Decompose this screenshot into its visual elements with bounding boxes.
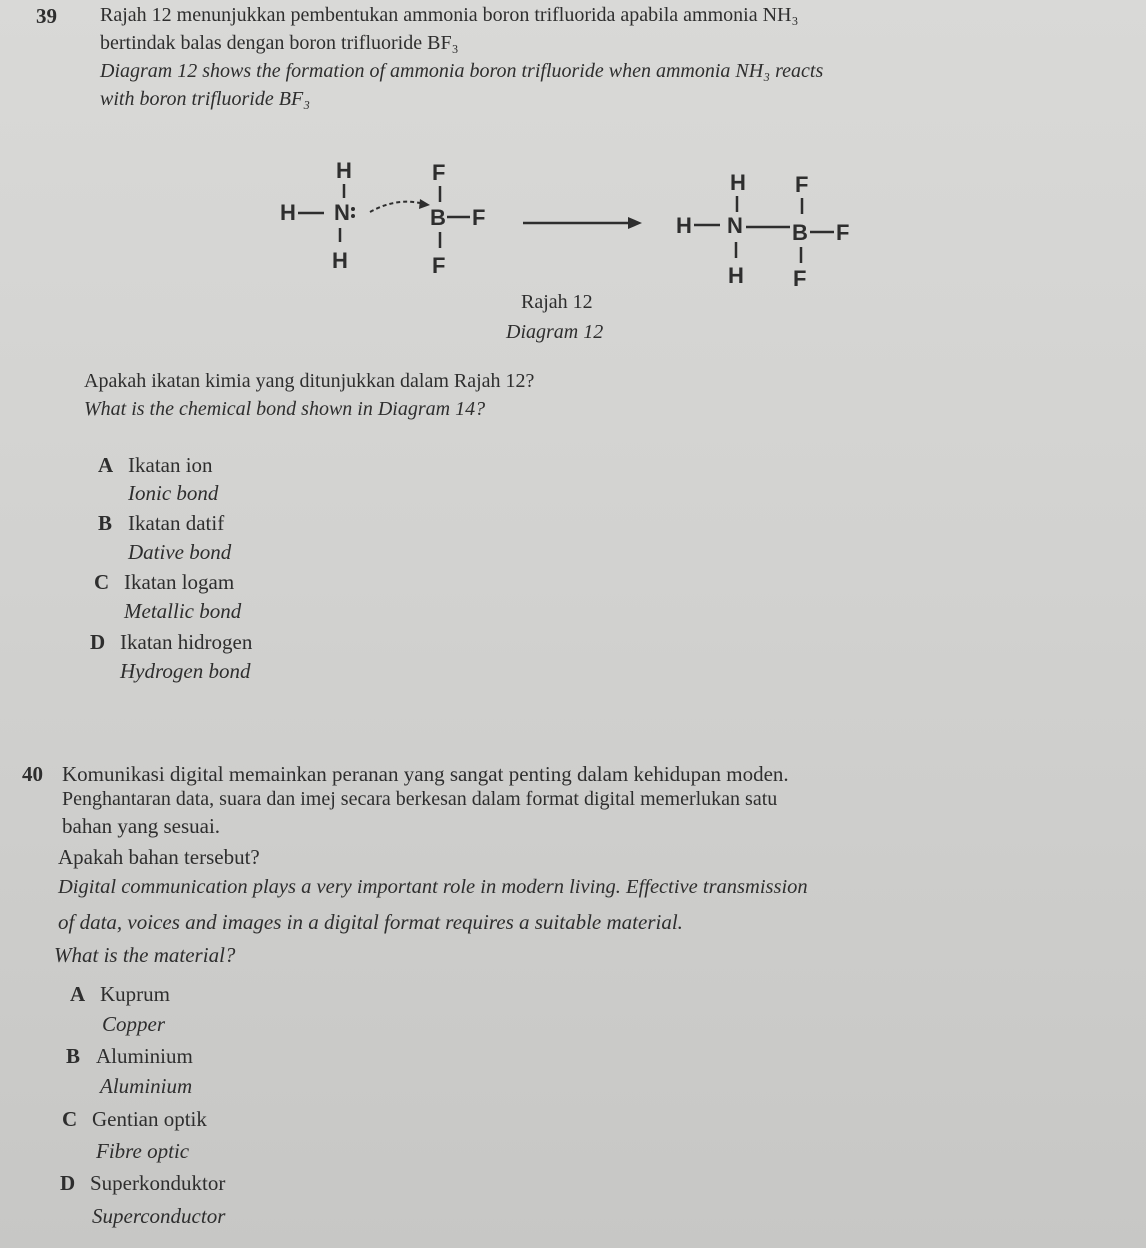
nh3-h-top: H [336,158,352,183]
diagram-caption-malay: Rajah 12 [521,291,593,313]
product-boron: B [792,220,808,245]
q39-question-malay: Apakah ikatan kimia yang ditunjukkan dalam Rajah 12? [84,370,535,392]
q40-option-b-english: Aluminium [100,1074,193,1098]
q40-malay-line2: Penghantaran data, suara dan imej secara berkesan dalam format digital memerlukan satu [62,788,778,810]
q39-option-a-english: Ionic bond [128,481,219,505]
bf3-f-right: F [472,205,486,230]
bf3-boron: B [430,205,446,230]
product-h-left: H [676,213,692,238]
reaction-diagram [0,0,1146,300]
lone-pair-dot [351,214,355,218]
q40-option-a[interactable]: A Kuprum [70,982,170,1006]
question-39-number: 39 [36,4,57,28]
product-f-top: F [795,172,809,197]
q39-malay-line2: bertindak balas dengan boron trifluoride BF₃ [100,32,459,54]
lone-pair-dot [351,207,355,211]
bf3-f-bottom: F [432,253,446,278]
q39-option-c[interactable]: C Ikatan logam [94,570,235,594]
q39-option-a[interactable]: A Ikatan ion [98,453,213,477]
q40-english-line1: Digital communication plays a very important role in modern living. Effective transmission [58,876,808,898]
q39-option-b-english: Dative bond [128,540,232,564]
q40-option-b[interactable]: B Aluminium [66,1044,193,1068]
q39-option-b[interactable]: B Ikatan datif [98,511,225,535]
question-40-number: 40 [22,762,43,786]
q40-option-c[interactable]: C Gentian optik [62,1107,207,1131]
q40-option-d-english: Superconductor [92,1204,226,1228]
diagram-caption-english: Diagram 12 [506,321,604,343]
product-h-bottom: H [728,263,744,288]
product-f-right: F [836,220,850,245]
q40-malay-line1: Komunikasi digital memainkan peranan yang sangat penting dalam kehidupan moden. [62,762,789,786]
q39-english-line2: with boron trifluoride BF₃ [100,88,311,110]
q40-option-d[interactable]: D Superkonduktor [60,1171,226,1195]
product-h-top: H [730,170,746,195]
product-f-bottom: F [793,266,807,291]
q40-question-english: What is the material? [54,943,236,967]
nh3-nitrogen: N [334,200,350,225]
q40-malay-line3: bahan yang sesuai. [62,814,221,838]
q40-question-malay: Apakah bahan tersebut? [58,845,260,869]
q40-option-a-english: Copper [102,1012,165,1036]
q39-option-d-english: Hydrogen bond [120,659,251,683]
q39-english-line1: Diagram 12 shows the formation of ammonia boron trifluoride when ammonia NH₃ reacts [100,60,824,82]
q39-option-c-english: Metallic bond [124,599,242,623]
product-nitrogen: N [727,213,743,238]
q39-option-d[interactable]: D Ikatan hidrogen [90,630,253,654]
q39-question-english: What is the chemical bond shown in Diagram 14? [84,398,486,420]
nh3-h-bottom: H [332,248,348,273]
bf3-f-top: F [432,160,446,185]
electron-pair-arrow [370,202,420,212]
nh3-h-left: H [280,200,296,225]
q40-option-c-english: Fibre optic [96,1139,190,1163]
q40-english-line2: of data, voices and images in a digital format requires a suitable material. [58,910,683,934]
q39-malay-line1: Rajah 12 menunjukkan pembentukan ammonia boron trifluorida apabila ammonia NH₃ [100,4,799,26]
